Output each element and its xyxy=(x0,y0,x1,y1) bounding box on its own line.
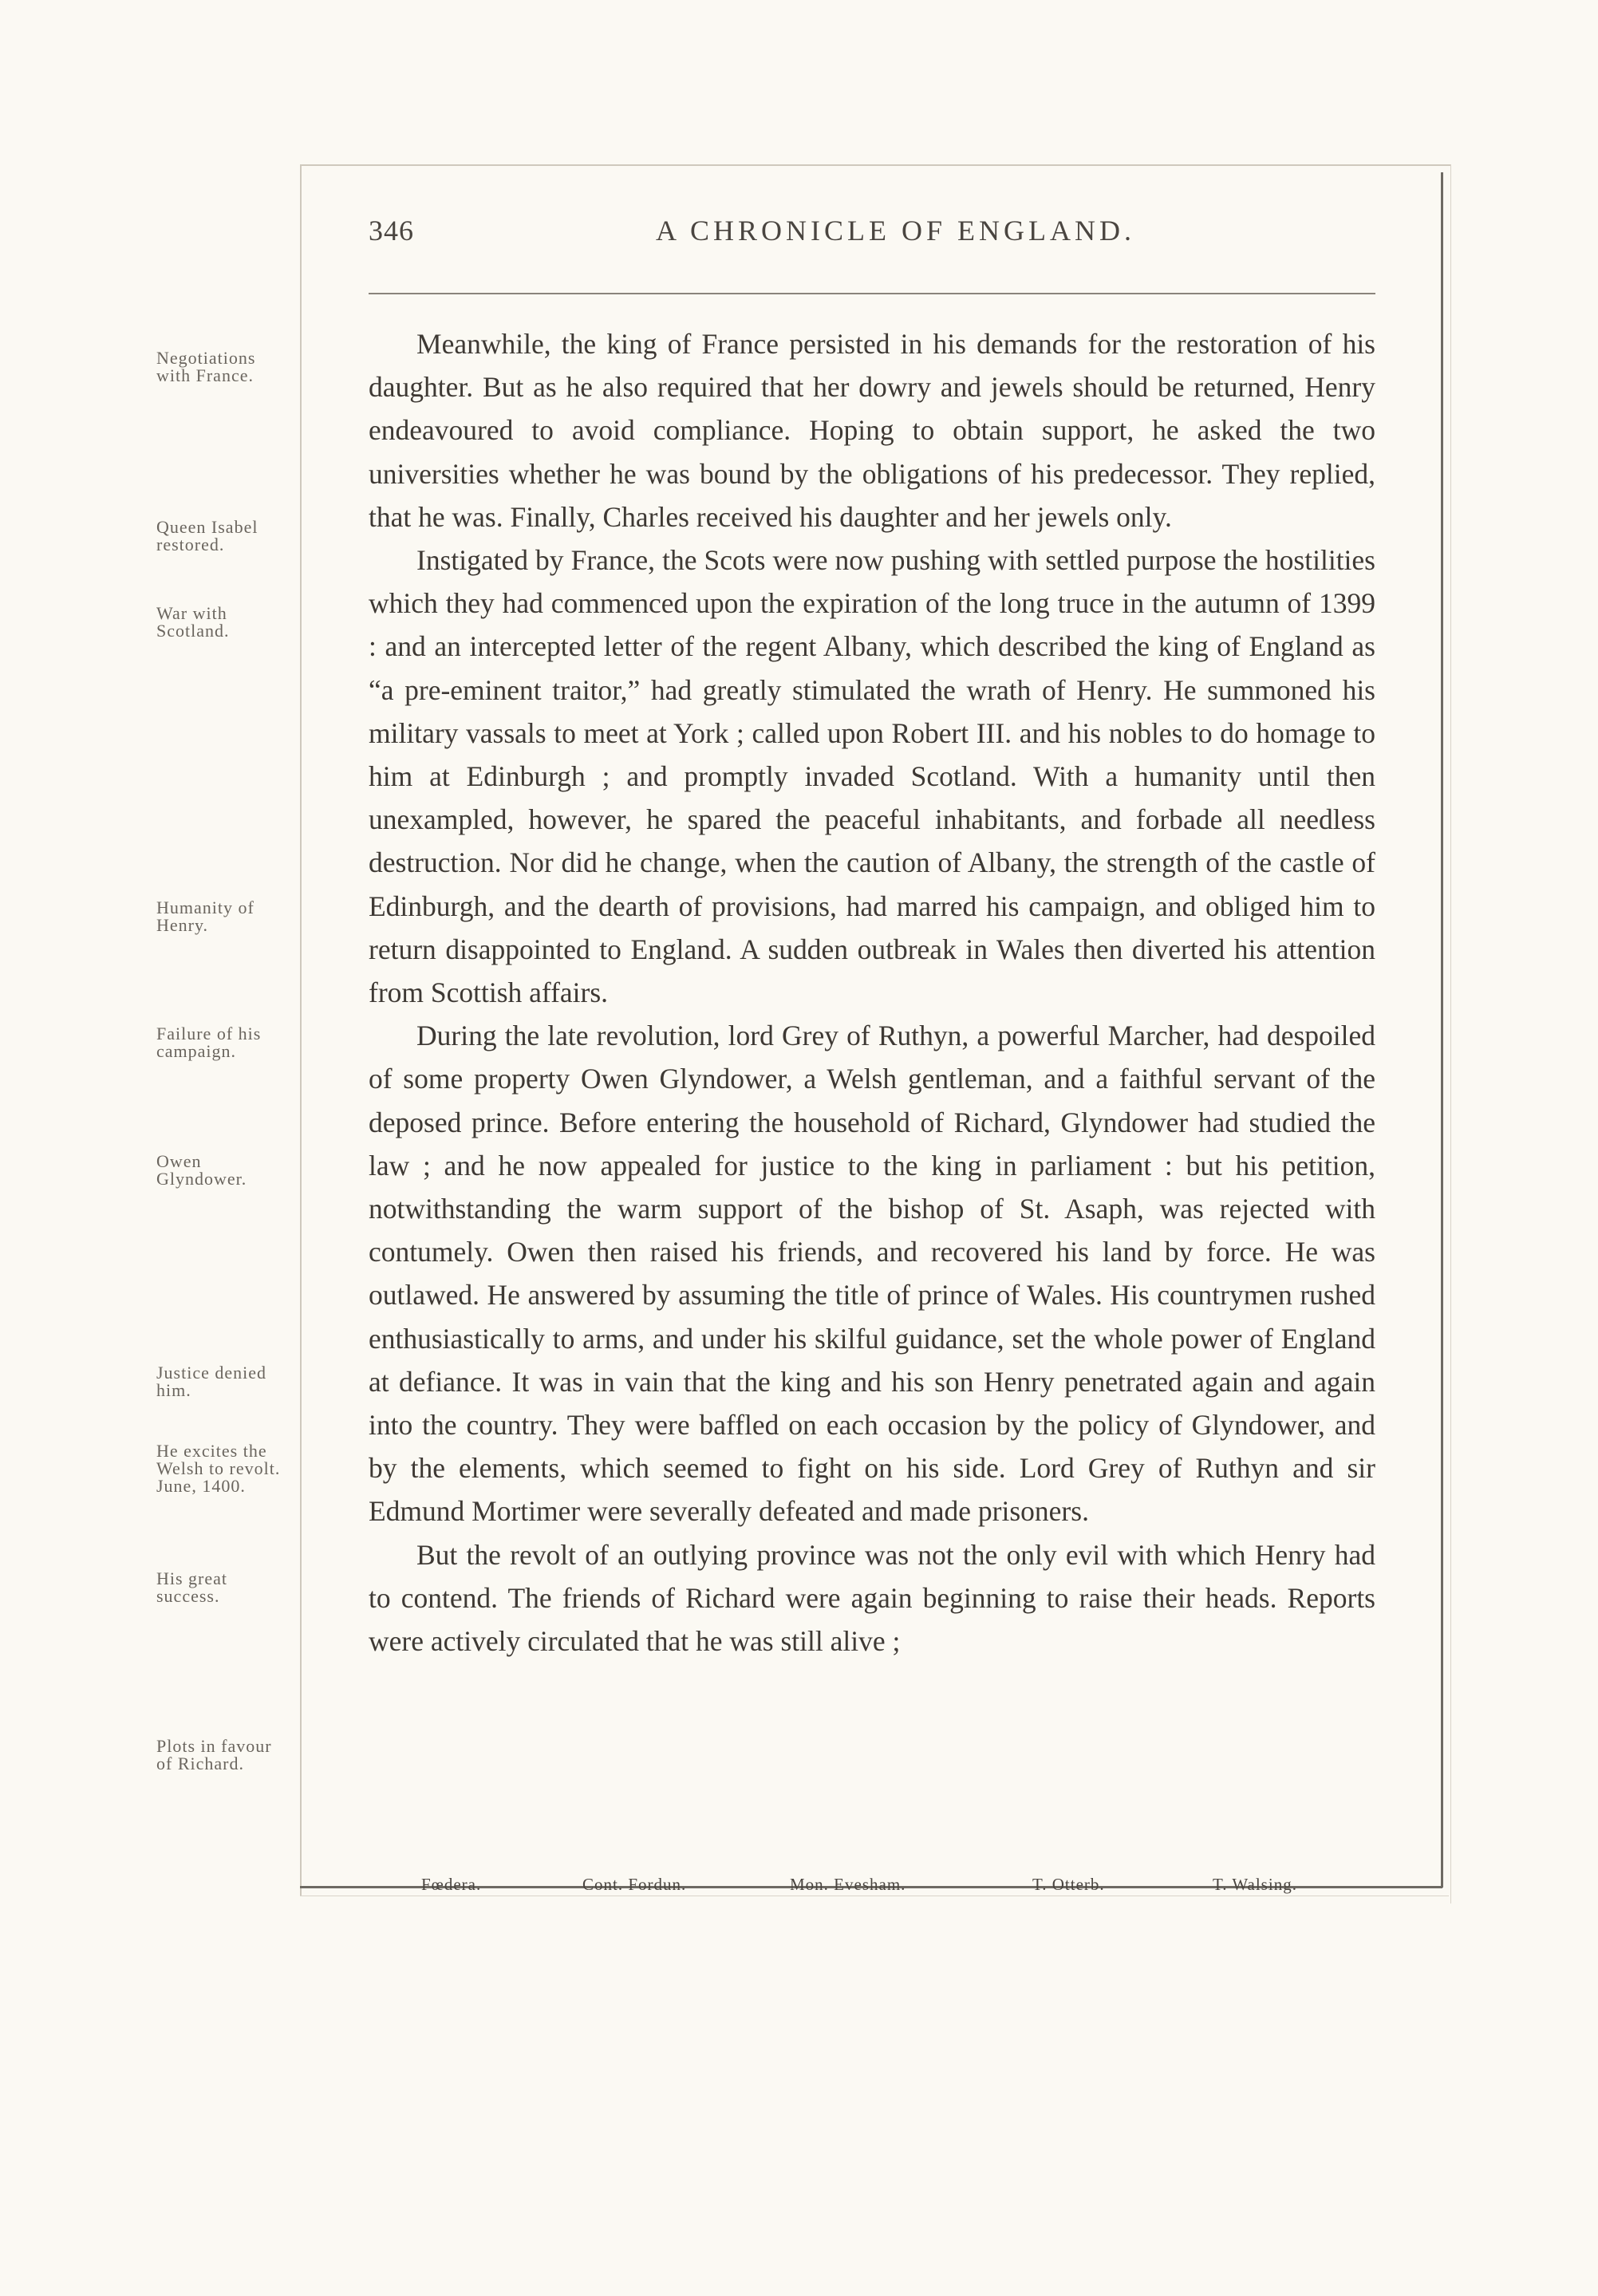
margin-note: Queen Isabel restored. xyxy=(156,517,258,554)
margin-note: Plots in favour of Richard. xyxy=(156,1736,272,1773)
page-frame-right xyxy=(1441,172,1443,1888)
page-frame-top xyxy=(302,164,1450,166)
margin-note: He excites the Welsh to revolt. June, 1400. xyxy=(156,1441,281,1496)
citation: T. Walsing. xyxy=(1213,1875,1297,1894)
margin-note: His great success. xyxy=(156,1568,228,1606)
paragraph: But the revolt of an outlying province was not the only evil with which Henry had to contend. The friends of Richard were again beginning to raise their heads. Reports were actively circulated that he was still alive ; xyxy=(369,1538,1375,1658)
page-frame-right-outer xyxy=(1450,164,1451,1903)
body-text xyxy=(369,322,1375,1663)
citation: Cont. Fordun. xyxy=(582,1875,687,1894)
margin-note: Justice denied him. xyxy=(156,1363,267,1400)
paragraph: Meanwhile, the king of France persisted in his demands for the restoration of his daughter. But as he also required that her dowry and jewels should be returned, Henry endeavoured to avoid compliance. Hoping to obtain support, he asked the two universities whether he was bound by the obligations of his predecessor. They replied, that he was. Finally, Charles received his daughter and her jewels only. xyxy=(369,328,1375,533)
header-rule xyxy=(369,293,1375,294)
citation: Mon. Evesham. xyxy=(790,1875,906,1894)
citation: T. Otterb. xyxy=(1032,1875,1105,1894)
page-frame-left xyxy=(300,164,302,1896)
paragraph: During the late revolution, lord Grey of Ruthyn, a powerful Marcher, had despoiled of some property Owen Glyndower, a Welsh gentleman, and a faithful servant of the deposed prince. Before entering the household of Richard, Glyndower had studied the law ; and he now appealed for justice to the king in parliament : but his petition, notwithstanding the warm support of the bishop of St. Asaph, was rejected with contumely. Owen then raised his friends, and recovered his land by force. He was outlawed. He answered by assuming the title of prince of Wales. His countrymen rushed enthusiastically to arms, and under his skilful guidance, set the whole power of England at defiance. It was in vain that the king and his son Henry penetrated again and again into the country. They were baffled on each occasion by the policy of Glyndower, and by the elements, which seemed to fight on his side. Lord Grey of Ruthyn and sir Edmund Mortimer were severally defeated and made prisoners. xyxy=(369,1020,1375,1528)
running-head xyxy=(369,214,1390,262)
citations xyxy=(369,1875,1375,1899)
paragraph: Instigated by France, the Scots were now pushing with settled purpose the hostilities which they had commenced upon the expiration of the long truce in the autumn of 1399 : and an intercepted letter of the regent Albany, which described the king of England as “a pre-eminent traitor,” had greatly stimulated the wrath of Henry. He summoned his military vassals to meet at York ; called upon Robert III. and his nobles to do homage to him at Edinburgh ; and promptly invaded Scotland. With a humanity until then unexampled, however, he spared the peaceful inhabitants, and forbade all needless destruction. Nor did he change, when the caution of Albany, the strength of the castle of Edinburgh, and the dearth of provisions, had marred his campaign, and obliged him to return disappointed to England. A sudden outbreak in Wales then diverted his attention from Scottish affairs. xyxy=(369,544,1375,1009)
margin-note: Failure of his campaign. xyxy=(156,1024,262,1061)
margin-note: Negotiations with France. xyxy=(156,348,256,385)
margin-note: War with Scotland. xyxy=(156,603,230,641)
page-title: A CHRONICLE OF ENGLAND. xyxy=(656,215,1135,247)
margin-note: Humanity of Henry. xyxy=(156,897,254,935)
margin-note: Owen Glyndower. xyxy=(156,1151,247,1189)
citation: Fœdera. xyxy=(421,1875,482,1894)
page-number: 346 xyxy=(369,215,414,247)
